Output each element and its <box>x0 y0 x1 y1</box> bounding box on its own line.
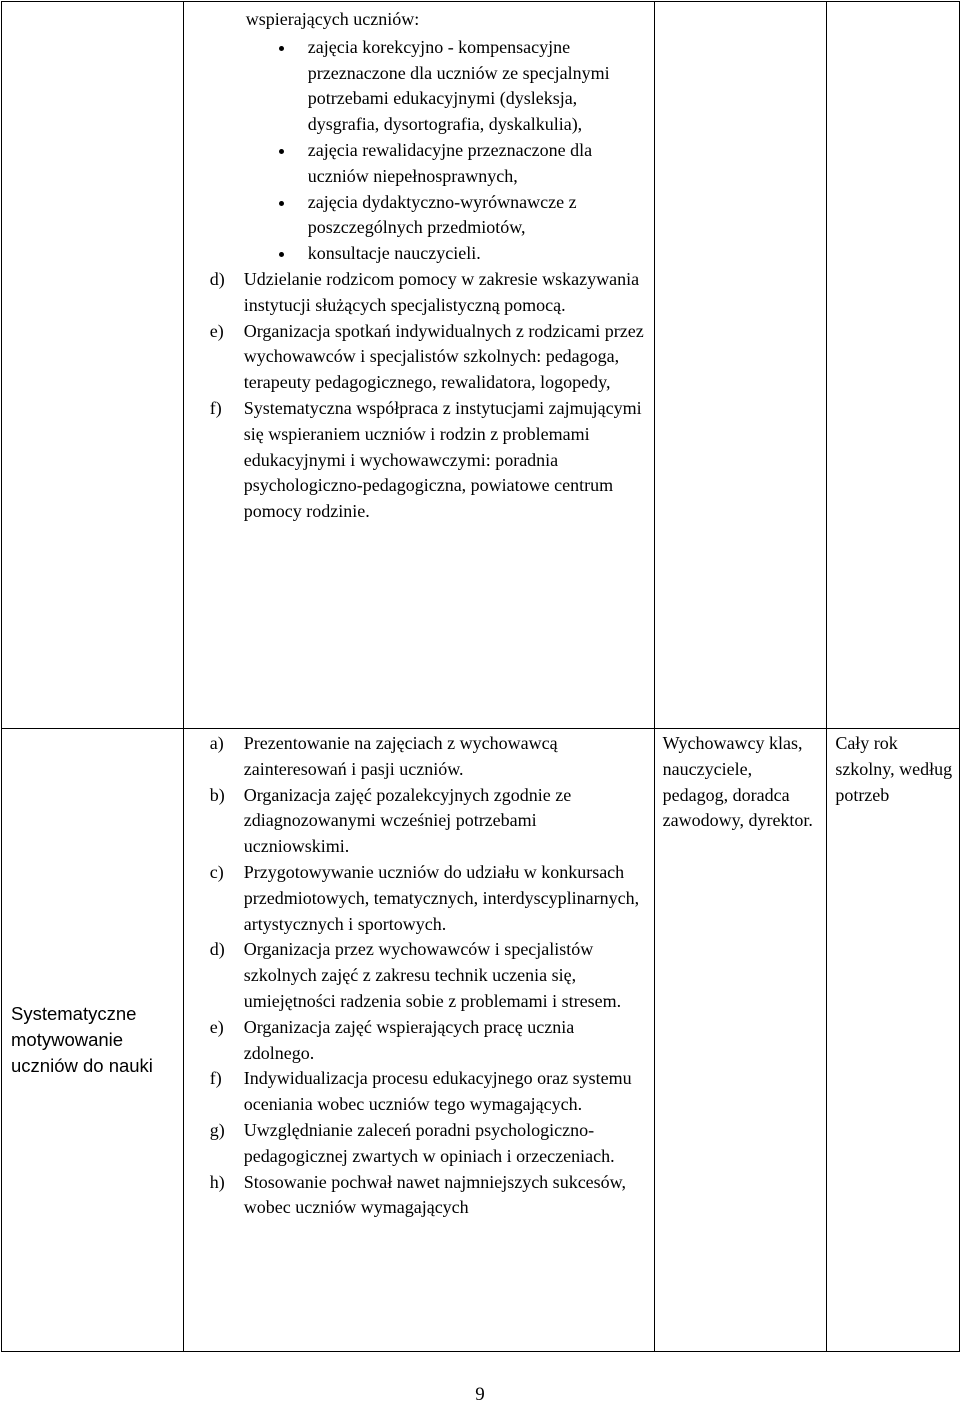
continuation-title: wspierających uczniów: <box>245 9 420 29</box>
list-item <box>190 783 646 860</box>
list-item <box>190 860 646 937</box>
deadline-cell <box>827 729 960 1352</box>
list-item-text: Organizacja spotkań indywidualnych z rodzicami przez wychowawców i specjalistów szkolnych: pedagoga, terapeuty pedagogicznego, rewalidatora, logopedy, <box>243 320 644 393</box>
list-item <box>190 1015 646 1067</box>
bullet-list <box>190 35 646 267</box>
deadline-cell-empty <box>827 2 960 729</box>
list-item <box>190 1118 646 1170</box>
task-title: Systematyczne motywowanie uczniów do nauki <box>11 1003 153 1076</box>
list-item-text: Systematyczna współpraca z instytucjami zajmującymi się wspieraniem uczniów i rodzin z problemami edukacyjnymi i wychowawczymi: poradnia psychologiczno-pedagogiczna, powiatowe centrum pomocy rodzinie. <box>243 397 642 522</box>
responsible-text: Wychowawcy klas, nauczyciele, pedagog, doradca zawodowy, dyrektor. <box>662 733 813 831</box>
list-marker: d) <box>209 268 225 289</box>
list-marker: h) <box>209 1171 225 1192</box>
list-marker: b) <box>209 784 225 805</box>
list-item-text: Prezentowanie na zajęciach z wychowawcą zainteresowań i pasji uczniów. <box>243 733 558 779</box>
list-item <box>190 937 646 1014</box>
actions-cell <box>183 2 654 729</box>
list-item <box>190 267 646 319</box>
task-cell-empty <box>2 2 184 729</box>
lettered-list <box>190 731 646 1221</box>
list-item-text: Stosowanie pochwał nawet najmniejszych sukcesów, wobec uczniów wymagających <box>243 1171 627 1218</box>
list-marker: c) <box>209 861 224 882</box>
list-item <box>190 731 646 783</box>
responsible-cell-empty <box>654 2 827 729</box>
list-item: zajęcia dydaktyczno-wyrównawcze z poszczególnych przedmiotów, <box>190 190 646 242</box>
deadline-text: Cały rok szkolny, według potrzeb <box>835 733 953 805</box>
lettered-list <box>190 267 646 525</box>
list-item-text: Organizacja przez wychowawców i specjalistów szkolnych zajęć z zakresu technik uczenia się, umiejętności radzenia sobie z problemami i stresem. <box>243 939 622 1011</box>
list-marker: f) <box>209 1068 222 1089</box>
task-cell <box>2 729 184 1352</box>
list-item-text: Udzielanie rodzicom pomocy w zakresie wskazywania instytucji służących specjalistyczną pomocą. <box>243 268 640 315</box>
actions-cell <box>183 729 654 1352</box>
list-item <box>190 396 646 525</box>
list-marker: e) <box>209 1016 224 1037</box>
list-item-text: Przygotowywanie uczniów do udziału w konkursach przedmiotowych, tematycznych, interdyscyplinarnych, artystycznych i sportowych. <box>243 861 640 934</box>
page-number: 9 <box>475 1384 485 1405</box>
responsible-cell <box>654 729 827 1352</box>
list-item-text: Indywidualizacja procesu edukacyjnego oraz systemu oceniania wobec uczniów tego wymagających. <box>243 1068 632 1115</box>
list-item-text: Organizacja zajęć wspierających pracę ucznia zdolnego. <box>243 1016 575 1063</box>
list-item <box>190 1066 646 1118</box>
list-item-text: Uwzględnianie zaleceń poradni psychologiczno-pedagogicznej zwartych w opiniach i orzeczeniach. <box>243 1119 615 1166</box>
table-row-motivation <box>2 729 960 1352</box>
list-marker: a) <box>209 733 224 753</box>
list-item <box>190 1170 646 1222</box>
list-marker: e) <box>209 320 224 341</box>
list-item: zajęcia rewalidacyjne przeznaczone dla uczniów niepełnosprawnych, <box>190 138 646 190</box>
list-marker: d) <box>209 939 225 960</box>
plan-table <box>1 1 960 1352</box>
list-marker: f) <box>209 397 222 418</box>
list-item-text: Organizacja zajęć pozalekcyjnych zgodnie ze zdiagnozowanymi wcześniej potrzebami uczniowskimi. <box>243 784 572 857</box>
list-item: konsultacje nauczycieli. <box>190 241 646 267</box>
list-item <box>190 319 646 396</box>
list-item: zajęcia korekcyjno - kompensacyjne przeznaczone dla uczniów ze specjalnymi potrzebami edukacyjnymi (dysleksja, dysgrafia, dysortografia, dyskalkulia), <box>190 35 646 138</box>
list-marker: g) <box>209 1119 225 1140</box>
table-row-support <box>2 2 960 729</box>
